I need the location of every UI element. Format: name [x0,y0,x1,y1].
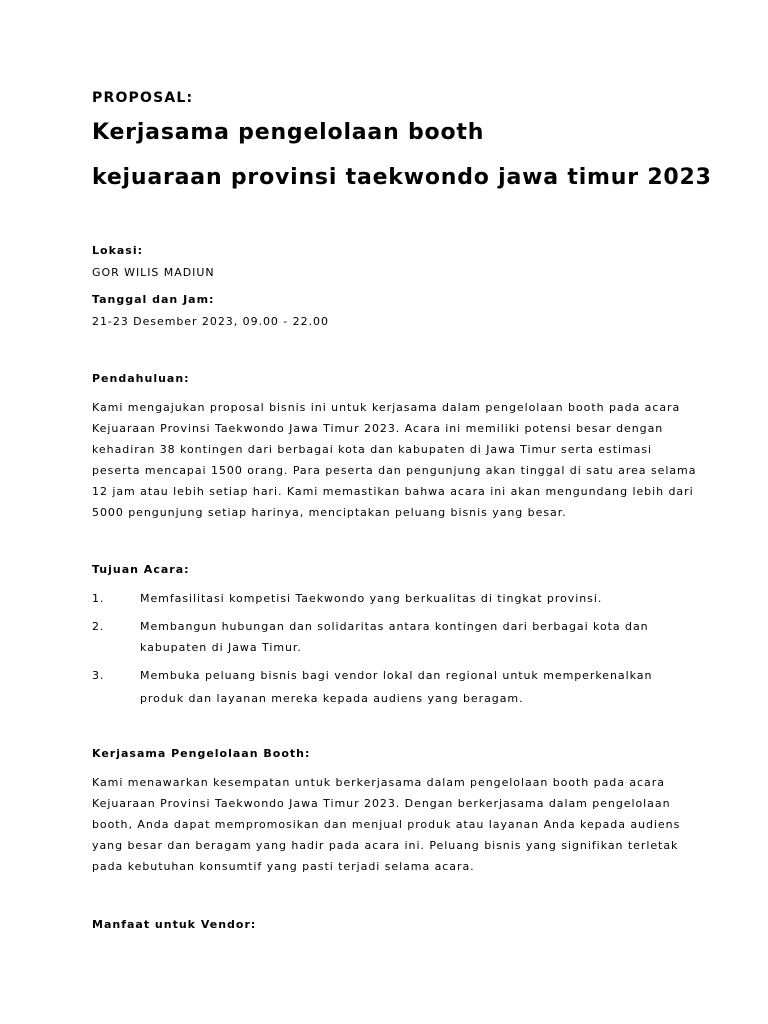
tanggal-value: 21-23 Desember 2023, 09.00 - 22.00 [92,315,329,328]
list-item-text: kabupaten di Jawa Timur. [140,641,302,654]
kerjasama-heading: Kerjasama Pengelolaan Booth: [92,747,311,760]
list-item-text: Membangun hubungan dan solidaritas antara kontingen dari berbagai kota dan [140,620,649,633]
title-line-1: Kerjasama pengelolaan booth [92,120,485,145]
list-item-number: 3. [92,669,105,682]
list-item-text: Memfasilitasi kompetisi Taekwondo yang berkualitas di tingkat provinsi. [140,592,603,605]
list-item-number: 2. [92,620,105,633]
pendahuluan-line: 5000 pengunjung setiap harinya, menciptakan peluang bisnis yang besar. [92,506,567,519]
manfaat-heading: Manfaat untuk Vendor: [92,918,257,931]
pendahuluan-line: Kejuaraan Provinsi Taekwondo Jawa Timur 2023. Acara ini memiliki potensi besar dengan [92,422,664,435]
kerjasama-line: booth, Anda dapat mempromosikan dan menjual produk atau layanan Anda kepada audiens [92,818,681,831]
pendahuluan-line: 12 jam atau lebih setiap hari. Kami memastikan bahwa acara ini akan mengundang lebih dari [92,485,694,498]
list-item-text: produk dan layanan mereka kepada audiens yang beragam. [140,692,524,705]
kerjasama-line: pada kebutuhan konsumtif yang pasti terjadi selama acara. [92,860,475,873]
list-item-number: 1. [92,592,105,605]
title-line-2: kejuaraan provinsi taekwondo jawa timur 2023 [92,165,712,190]
pendahuluan-heading: Pendahuluan: [92,372,190,385]
tujuan-heading: Tujuan Acara: [92,563,190,576]
pendahuluan-line: kehadiran 38 kontingen dari berbagai kota dan kabupaten di Jawa Timur serta estimasi [92,443,653,456]
lokasi-value: GOR WILIS MADIUN [92,266,215,279]
kerjasama-line: Kami menawarkan kesempatan untuk berkerjasama dalam pengelolaan booth pada acara [92,776,665,789]
list-item-text: Membuka peluang bisnis bagi vendor lokal dan regional untuk memperkenalkan [140,669,653,682]
pendahuluan-line: peserta mencapai 1500 orang. Para peserta dan pengunjung akan tinggal di satu area selama [92,464,697,477]
doc-label: PROPOSAL: [92,90,194,106]
lokasi-label: Lokasi: [92,244,144,257]
kerjasama-line: yang besar dan beragam yang hadir pada acara ini. Peluang bisnis yang signifikan terletak [92,839,679,852]
kerjasama-line: Kejuaraan Provinsi Taekwondo Jawa Timur 2023. Dengan berkerjasama dalam pengelolaan [92,797,671,810]
tanggal-label: Tanggal dan Jam: [92,293,215,306]
pendahuluan-line: Kami mengajukan proposal bisnis ini untuk kerjasama dalam pengelolaan booth pada acara [92,401,681,414]
